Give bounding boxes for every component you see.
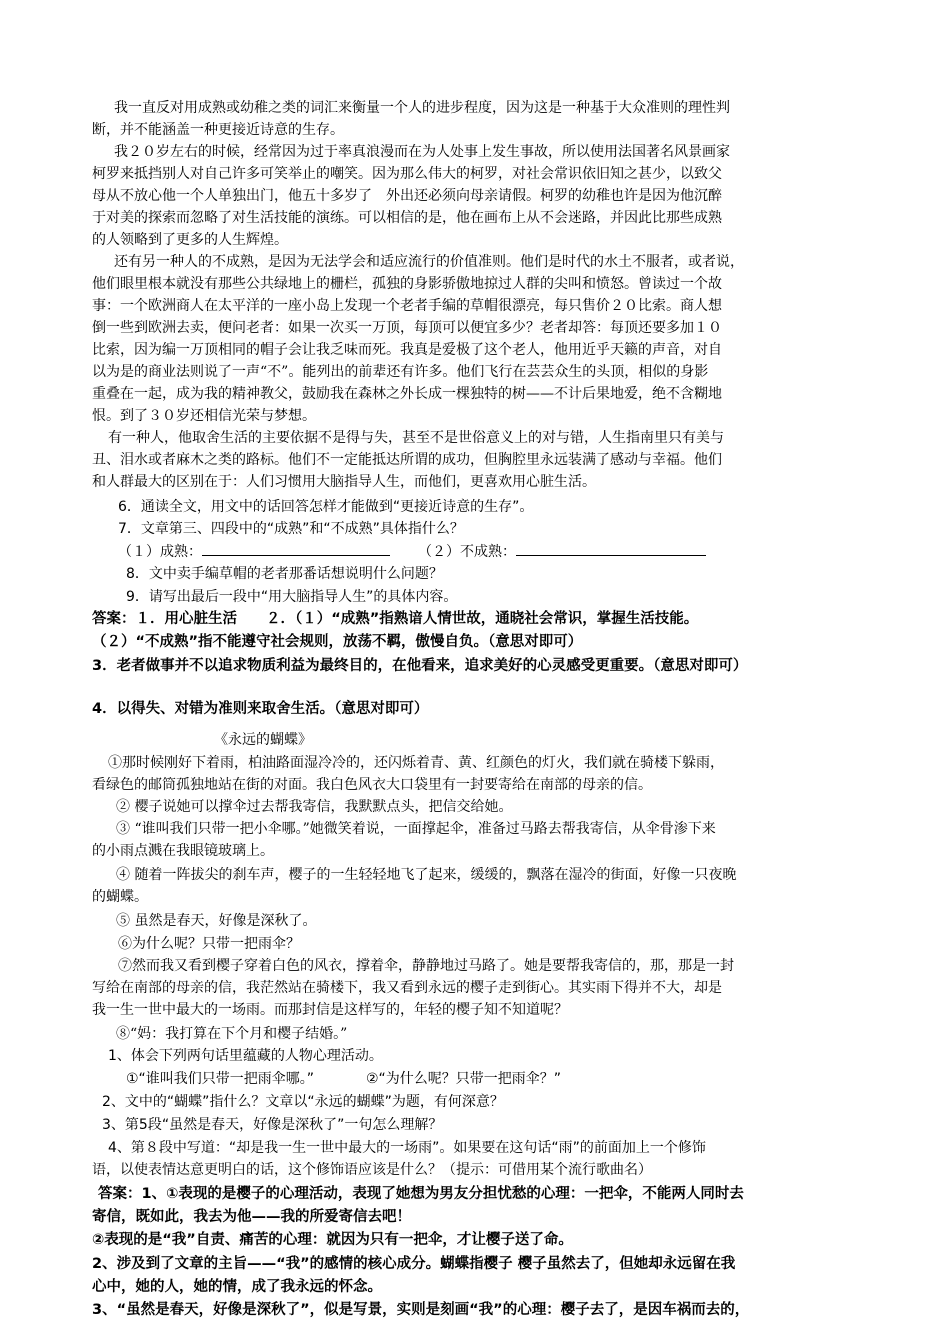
answer-blank[interactable] (202, 541, 390, 556)
passage1-line: 重叠在一起，成为我的精神教父，鼓励我在森林之外长成一棵独特的树——不计后果地爱，绝不含糊地 (92, 386, 722, 402)
passage2-line: ⑦然而我又看到樱子穿着白色的风衣，撑着伞，静静地过马路了。她是要帮我寄信的，那，那是一封 (118, 958, 734, 974)
passage1-line: 我２０岁左右的时候，经常因为过于率真浪漫而在为人处事上发生事故，所以使用法国著名风景画家 (114, 144, 730, 160)
passage1-line: 柯罗来抵挡别人对自己许多可笑举止的嘲笑。因为那么伟大的柯罗，对社会常识依旧知之甚少，以致父 (92, 166, 722, 182)
passage2-line: ③ “谁叫我们只带一把小伞哪。”她微笑着说，一面撑起伞，准备过马路去帮我寄信，从伞骨渗下来 (116, 821, 716, 837)
passage2-line: 的蝴蝶。 (92, 889, 148, 905)
question-9: 9．请写出最后一段中“用大脑指导人生”的具体内容。 (126, 589, 458, 605)
question-4: 4、第８段中写道：“却是我一生一世中最大的一场雨”。如果要在这句话“雨”的前面加上一个修饰 (108, 1140, 706, 1156)
passage1-line: 他们眼里根本就没有那些公共绿地上的栅栏，孤独的身影骄傲地掠过人群的尖叫和愤怒。曾读过一个故 (92, 276, 722, 292)
question-4-cont: 语，以使表情达意更明白的话，这个修饰语应该是什么？（提示：可借用某个流行歌曲名） (92, 1162, 652, 1178)
passage2-line: 写给在南部的母亲的信，我茫然站在骑楼下，我又看到永远的樱子走到街心。其实雨下得并不大，却是 (92, 980, 722, 996)
answer-line: 3、“虽然是春天，好像是深秋了”，似是写景，实则是刻画“我”的心理：樱子去了，是因车祸而去的， (92, 1302, 750, 1318)
passage1-line: 的人领略到了更多的人生辉煌。 (92, 232, 288, 248)
passage1-line: 有一种人，他取舍生活的主要依据不是得与失，甚至不是世俗意义上的对与错，人生指南里只有美与 (108, 430, 724, 446)
passage2-line: 看绿色的邮筒孤独地站在街的对面。我白色风衣大口袋里有一封要寄给在南部的母亲的信。 (92, 777, 652, 793)
answer-line: 答案：１．用心脏生活 ２．（１）“成熟”指熟谙人情世故，通晓社会常识，掌握生活技能。 (92, 611, 699, 627)
passage1-line: 断，并不能涵盖一种更接近诗意的生存。 (92, 122, 344, 138)
passage2-line: 我一生一世中最大的一场雨。而那封信是这样写的，年轻的樱子知不知道呢？ (92, 1002, 568, 1018)
passage1-line: 比索，因为编一万顶相同的帽子会让我乏味而死。我真是爱极了这个老人，他用近乎天籁的声音，对自 (92, 342, 722, 358)
answer-blank[interactable] (516, 541, 706, 556)
question-7-part-b (418, 541, 706, 563)
question-7: 7．文章第三、四段中的“成熟”和“不成熟”具体指什么？ (118, 521, 464, 537)
passage1-line: 和人群最大的区别在于：人们习惯用大脑指导人生，而他们，更喜欢用心脏生活。 (92, 474, 596, 490)
passage1-line: 事：一个欧洲商人在太平洋的一座小岛上发现一个老者手编的草帽很漂亮，每只售价２０比索。商人想 (92, 298, 722, 314)
passage1-line: 还有另一种人的不成熟，是因为无法学会和适应流行的价值准则。他们是时代的水土不服者，或者说， (114, 254, 744, 270)
question-1: 1、体会下列两句话里蕴藏的人物心理活动。 (108, 1048, 383, 1064)
question-6: 6．通读全文，用文中的话回答怎样才能做到“更接近诗意的生存”。 (118, 499, 534, 515)
passage2-line: ①那时候刚好下着雨，柏油路面湿冷冷的，还闪烁着青、黄、红颜色的灯火，我们就在骑楼下躲雨， (108, 755, 724, 771)
question-3: 3、第5段“虽然是春天，好像是深秋了”一句怎么理解？ (102, 1117, 443, 1133)
passage2-line: ⑤ 虽然是春天，好像是深秋了。 (116, 913, 317, 929)
passage2-line: ④ 随着一阵拔尖的刹车声，樱子的一生轻轻地飞了起来，缓缓的，飘落在湿冷的街面，好像一只夜晚 (116, 867, 737, 883)
passage1-line: 于对美的探索而忽略了对生活技能的演练。可以相信的是，他在画布上从不会迷路，并因此比那些成熟 (92, 210, 722, 226)
passage2-title: 《永远的蝴蝶》 (214, 732, 312, 748)
question-1-part-a: ①“谁叫我们只带一把雨伞哪。” (126, 1071, 315, 1087)
answer-line: 4．以得失、对错为准则来取舍生活。（意思对即可） (92, 701, 429, 717)
passage2-line: ⑧“妈：我打算在下个月和樱子结婚。” (116, 1026, 348, 1042)
question-7-part-a (118, 541, 390, 563)
question-7-part-a-label: （１）成熟： (118, 544, 202, 560)
answer-line: 答案：1、①表现的是樱子的心理活动，表现了她想为男友分担忧愁的心理：一把伞，不能两人同时去 (98, 1186, 744, 1202)
answer-line: 3．老者做事并不以追求物质利益为最终目的，在他看来，追求美好的心灵感受更重要。（意思对即可） (92, 658, 748, 674)
passage1-line: 丑、泪水或者麻木之类的路标。他们不一定能抵达所谓的成功，但胸腔里永远装满了感动与幸福。他们 (92, 452, 722, 468)
answer-line: 2、涉及到了文章的主旨——“我”的感情的核心成分。蝴蝶指樱子 樱子虽然去了，但她却永远留在我 (92, 1256, 736, 1272)
question-2: 2、文中的“蝴蝶”指什么？文章以“永远的蝴蝶”为题，有何深意？ (102, 1094, 504, 1110)
question-1-part-b: ②“为什么呢？只带一把雨伞？” (366, 1071, 562, 1087)
question-8: 8．文中卖手编草帽的老者那番话想说明什么问题？ (126, 566, 443, 582)
passage2-line: ② 樱子说她可以撑伞过去帮我寄信，我默默点头，把信交给她。 (116, 799, 513, 815)
passage1-line: 我一直反对用成熟或幼稚之类的词汇来衡量一个人的进步程度，因为这是一种基于大众准则的理性判 (114, 100, 730, 116)
answer-line: 心中，她的人，她的情，成了我永远的怀念。 (92, 1279, 382, 1295)
answer-line: （２）“不成熟”指不能遵守社会规则，放荡不羁，傲慢自负。（意思对即可） (92, 634, 583, 650)
passage1-line: 倒一些到欧洲去卖，便问老者：如果一次买一万顶，每顶可以便宜多少？老者却答：每顶还要多加１０ (92, 320, 722, 336)
passage2-line: ⑥为什么呢？只带一把雨伞？ (118, 936, 300, 952)
answer-line: 寄信，既如此，我去为他——我的所爱寄信去吧！ (92, 1209, 411, 1225)
question-7-part-b-label: （２）不成熟： (418, 544, 516, 560)
passage1-line: 恨。到了３０岁还相信光荣与梦想。 (92, 408, 316, 424)
passage1-line: 母从不放心他一个人单独出门，他五十多岁了 外出还必须向母亲请假。柯罗的幼稚也许是因为他沉醉 (92, 188, 722, 204)
answer-line: ②表现的是“我”自责、痛苦的心理：就因为只有一把伞，才让樱子送了命。 (92, 1232, 573, 1248)
passage1-line: 以为是的商业法则说了一声“不”。能列出的前辈还有许多。他们飞行在芸芸众生的头顶，相似的身影 (92, 364, 709, 380)
passage2-line: 的小雨点溅在我眼镜玻璃上。 (92, 843, 274, 859)
